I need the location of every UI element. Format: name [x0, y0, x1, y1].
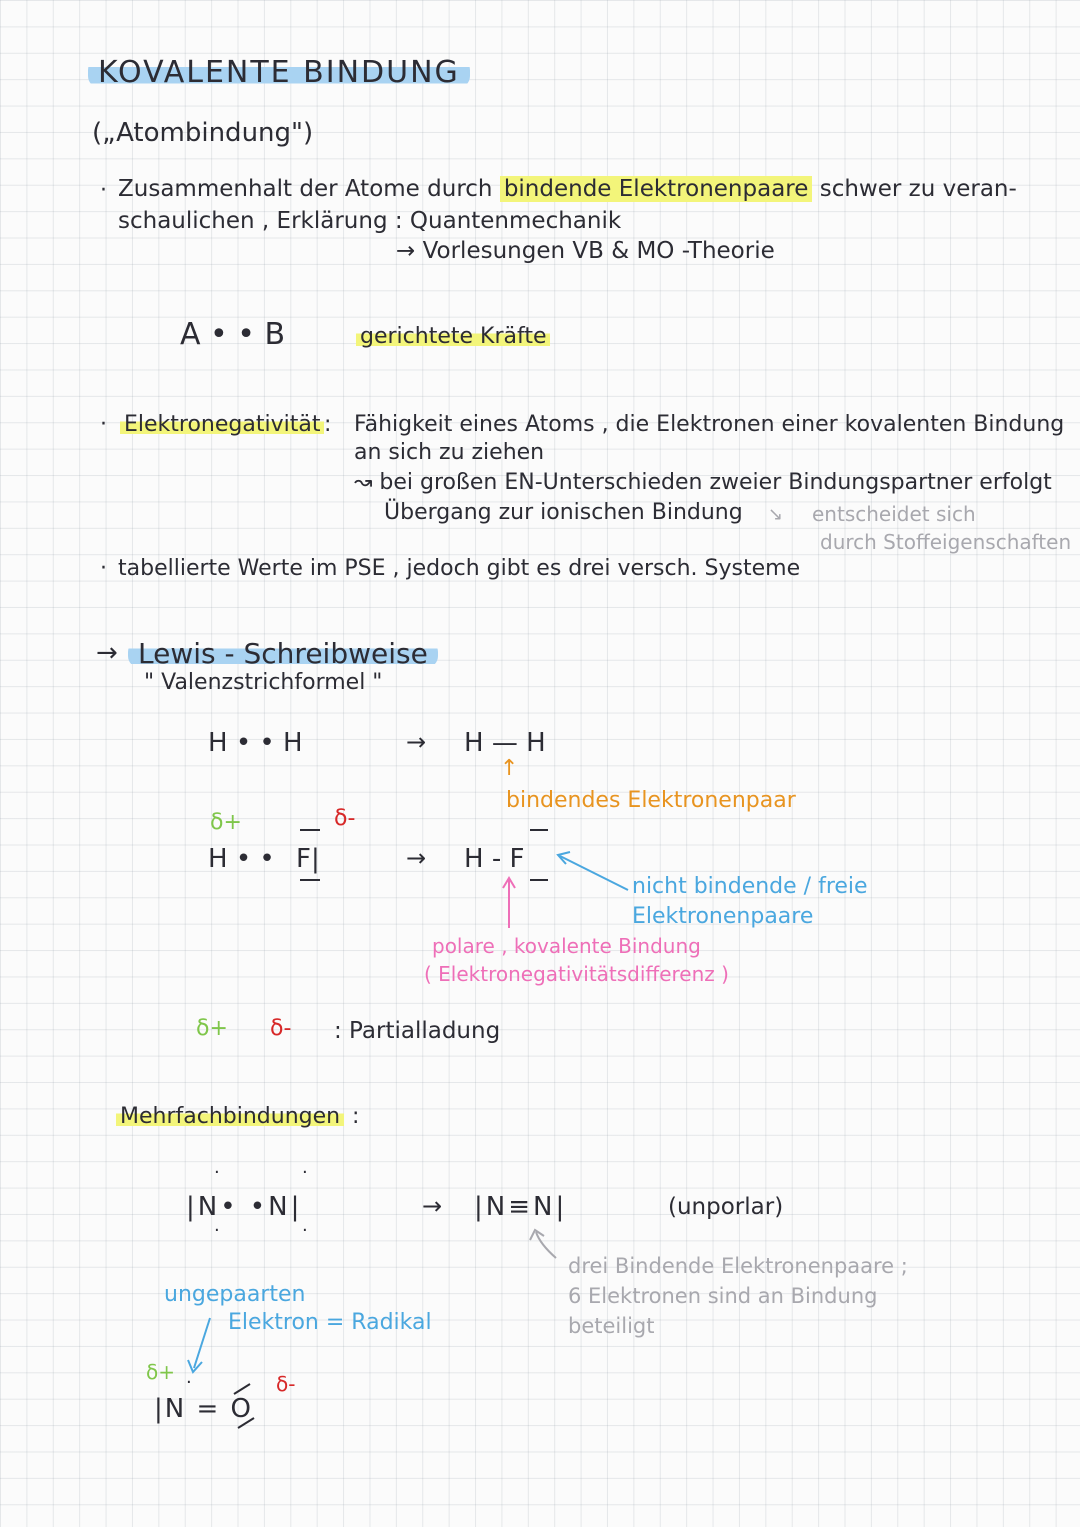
- intro-text-post: schwer zu veran-: [819, 176, 1017, 202]
- n2-right: |N≡N|: [474, 1192, 568, 1222]
- unpolar-label: (unporlar): [668, 1194, 784, 1220]
- no-radical-dot: ·: [186, 1372, 192, 1393]
- n-dot-bottom-left: ·: [214, 1220, 220, 1241]
- en-note-2: durch Stoffeigenschaften: [820, 530, 1072, 554]
- page-subtitle: („Atombindung"): [92, 118, 314, 148]
- h2-right: H — H: [464, 728, 546, 758]
- n2-note-2: 6 Elektronen sind an Bindung: [568, 1284, 878, 1308]
- polar-label-1: polare , kovalente Bindung: [432, 934, 701, 958]
- hf-left-h: H • •: [208, 844, 275, 874]
- n2-note-3: beteiligt: [568, 1314, 655, 1338]
- lewis-heading: Lewis - Schreibweise: [128, 640, 438, 668]
- hf-right: H - F: [464, 844, 525, 874]
- ab-formula: A • • B: [180, 317, 286, 352]
- highlight-bindende-elektronenpaare: bindende Elektronenpaare: [500, 176, 813, 202]
- hf-left-f: F|: [296, 844, 320, 874]
- radical-label-2: Elektron = Radikal: [228, 1310, 432, 1335]
- lone-pair-label-1: nicht bindende / freie: [632, 874, 868, 899]
- radical-label-1: ungepaarten: [164, 1282, 306, 1307]
- lewis-arrow: →: [96, 638, 118, 668]
- lewis-sub: " Valenzstrichformel ": [144, 670, 383, 695]
- blue-radical-pointer: [194, 1318, 210, 1368]
- partial-delta-minus: δ-: [270, 1016, 292, 1041]
- gray-curved-arrow: [536, 1232, 556, 1258]
- hf-delta-minus: δ-: [334, 806, 356, 831]
- intro-line-3: → Vorlesungen VB & MO -Theorie: [396, 238, 775, 264]
- partial-label: : Partialladung: [334, 1018, 501, 1044]
- en-line-2: an sich zu ziehen: [354, 440, 545, 465]
- no-formula: |N = O: [154, 1394, 253, 1424]
- blue-pointer-line: [560, 856, 628, 890]
- bullet-dot: ·: [100, 556, 107, 581]
- n2-left: |N• •N|: [186, 1192, 303, 1222]
- no-delta-minus: δ-: [276, 1372, 296, 1396]
- en-note-1: entscheidet sich: [812, 502, 976, 526]
- n-dot-top-right: ·: [302, 1162, 308, 1183]
- en-colon: :: [324, 412, 332, 437]
- en-line-4: Übergang zur ionischen Bindung: [384, 500, 743, 525]
- en-line-3: ↝ bei großen EN-Unterschieden zweier Bindungspartner erfolgt: [354, 470, 1052, 495]
- intro-text-pre: Zusammenhalt der Atome durch: [118, 176, 493, 202]
- bonding-pair-label: bindendes Elektronenpaar: [506, 788, 796, 813]
- multi-colon: :: [352, 1104, 360, 1129]
- multi-heading: Mehrfachbindungen: [116, 1106, 344, 1128]
- n-dot-bottom-right: ·: [302, 1220, 308, 1241]
- en-note-arrow: ↘: [768, 504, 784, 525]
- bullet-dot: ·: [100, 178, 107, 203]
- ab-label: gerichtete Kräfte: [356, 326, 550, 348]
- polar-label-2: ( Elektronegativitätsdifferenz ): [424, 962, 729, 986]
- n2-note-1: drei Bindende Elektronenpaare ;: [568, 1254, 908, 1278]
- hf-reaction-arrow: →: [406, 844, 427, 872]
- tabellierte-line: tabellierte Werte im PSE , jedoch gibt es drei versch. Systeme: [118, 556, 801, 581]
- orange-arrow-icon: ↑: [500, 756, 519, 781]
- en-term: Elektronegativität: [120, 414, 324, 436]
- h2-reaction-arrow: →: [406, 728, 427, 756]
- bullet-dot: ·: [100, 412, 107, 437]
- n-dot-top-left: ·: [214, 1162, 220, 1183]
- en-line-1: Fähigkeit eines Atoms , die Elektronen einer kovalenten Bindung: [354, 412, 1065, 437]
- o-lone-pair-1: [234, 1384, 250, 1394]
- hf-delta-plus: δ+: [210, 810, 242, 835]
- n2-reaction-arrow: →: [422, 1192, 443, 1220]
- partial-delta-plus: δ+: [196, 1016, 228, 1041]
- lone-pair-label-2: Elektronenpaare: [632, 904, 814, 929]
- page-title: KOVALENTE BINDUNG: [88, 58, 470, 88]
- no-delta-plus: δ+: [146, 1360, 175, 1384]
- h2-left: H • • H: [208, 728, 303, 758]
- intro-line-2: schaulichen , Erklärung : Quantenmechanik: [118, 208, 622, 234]
